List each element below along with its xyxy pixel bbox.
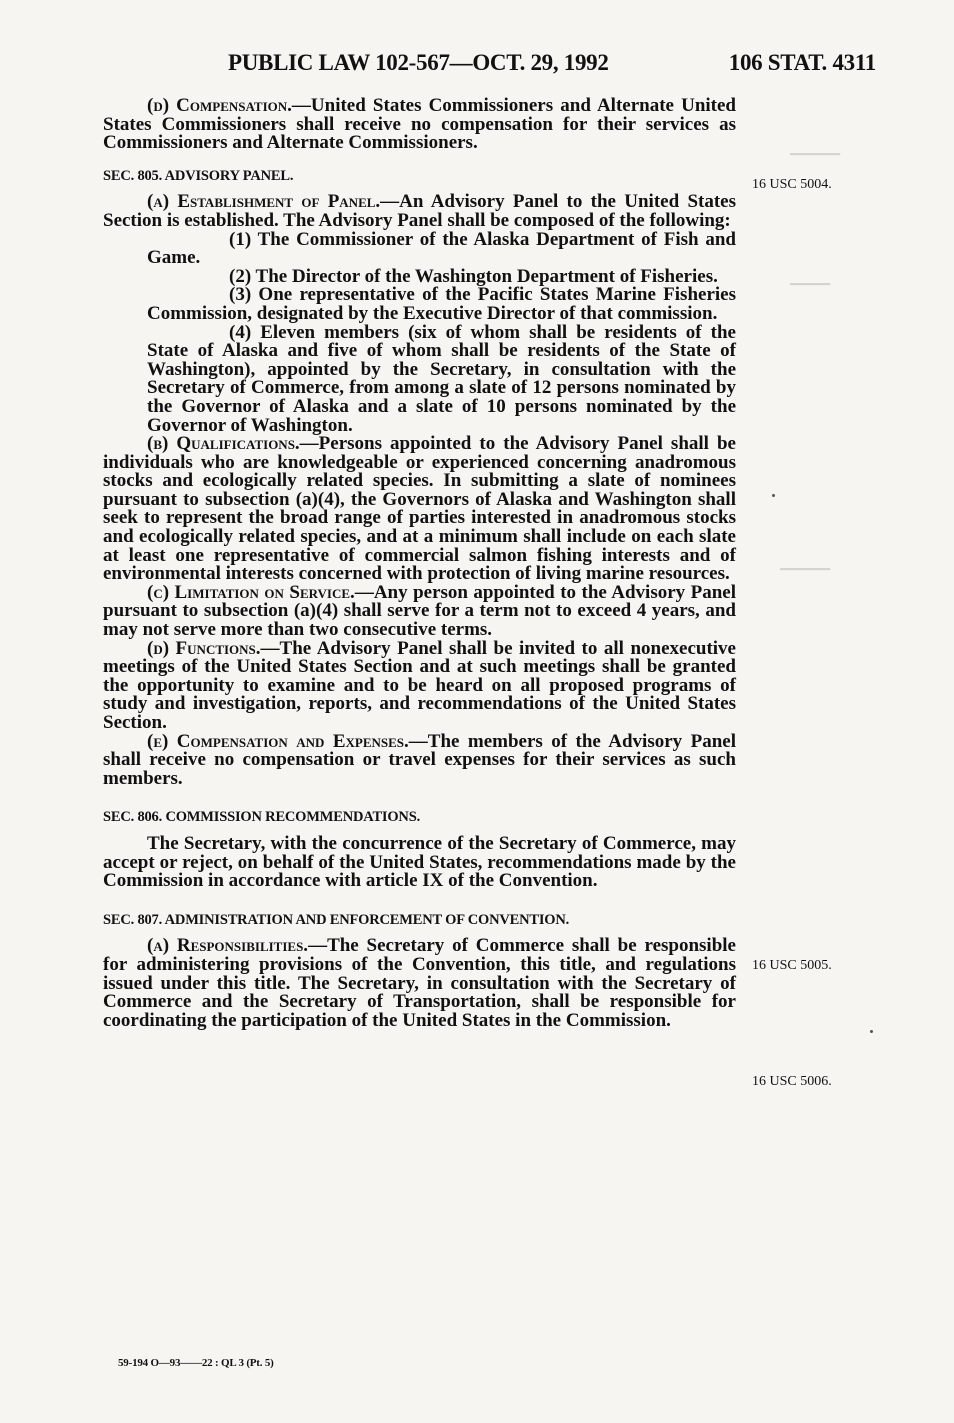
paragraph-text: —The Secretary of Commerce shall be responsible for administering provisions of the Convention, this title, and regulations issued under this title. The Secretary, in consultation with the Secretary of Commerce and the Secretary of Transportation, shall be responsible for coordinating the participation of the United States in the Commission. [103, 935, 736, 1031]
scan-speck [772, 494, 775, 497]
paragraph-text: —United States Commissioners and Alternate United States Commissioners shall receive no compensation for their services as Commissioners and Alternate Commissioners. [103, 95, 736, 154]
clause-805-a3: (3) One representative of the Pacific States Marine Fisheries Commission, designated by the Executive Director of that commission. [147, 284, 736, 324]
bleed-through-mark: ▁▁▁▁▁ [790, 140, 840, 155]
clause-805-a2: (2) The Director of the Washington Department of Fisheries. [229, 265, 718, 287]
section-807-heading: SEC. 807. ADMINISTRATION AND ENFORCEMENT OF CONVENTION. [103, 911, 570, 928]
bleed-through-mark: ▁▁▁▁ [790, 270, 830, 285]
scan-speck [870, 1030, 873, 1033]
paragraph-heading: (d) Compensation. [147, 95, 292, 116]
paragraph-heading: (a) Responsibilities. [147, 935, 309, 957]
section-806-heading: SEC. 806. COMMISSION RECOMMENDATIONS. [103, 809, 420, 826]
header-public-law: PUBLIC LAW 102-567—OCT. 29, 1992 [228, 50, 609, 75]
paragraph-text: —The Advisory Panel shall be invited to all nonexecutive meetings of the United States Section and at such meetings shall be granted the opportunity to examine and to be heard on all proposed programs of study and investigation, reports, and recommendations of the United States Section. [103, 637, 736, 733]
paragraph-heading: (d) Functions. [147, 637, 261, 659]
section-805-heading: SEC. 805. ADVISORY PANEL. [103, 167, 294, 184]
clause-805-a4: (4) Eleven members (six of whom shall be residents of the State of Alaska and five of whom shall be residents of the State of Washington), appointed by the Secretary, in consultation with the Secretary of Commerce, from among a slate of 12 persons nominated by the Governor of Alaska and a slate of 10 persons nominated by the Governor of Washington. [147, 321, 736, 436]
paragraph-heading: (c) Limitation on Service. [147, 581, 355, 603]
paragraph-text: —An Advisory Panel to the United States Section is established. The Advisory Panel shall be composed of the following: [103, 191, 736, 231]
paragraph-805-a [103, 193, 736, 230]
margin-note-usc-5005: 16 USC 5005. [752, 958, 832, 973]
paragraph-text: —Any person appointed to the Advisory Panel pursuant to subsection (a)(4) shall serve for a term not to exceed 4 years, and may not serve more than two consecutive terms. [103, 581, 737, 641]
paragraph-compensation [103, 97, 736, 153]
paragraph-heading: (b) Qualifications. [147, 433, 300, 455]
paragraph-heading: (a) Establishment of Panel. [147, 191, 381, 213]
paragraph-heading: (e) Compensation and Expenses. [147, 730, 409, 752]
bleed-through-mark: ▁▁▁▁▁ [780, 555, 830, 570]
paragraph-805-c [103, 581, 737, 641]
paragraph-805-d [103, 637, 736, 733]
header-stat-page: 106 STAT. 4311 [728, 50, 876, 75]
paragraph-805-e [103, 730, 736, 789]
paragraph-text: —Persons appointed to the Advisory Panel shall be individuals who are knowledgeable or experienced concerning anadromous stocks and ecologically related species. In submitting a slate of nominees pursuant to subsection (a)(4), the Governors of Alaska and Washington shall seek to represent the broad range of parties interested in anadromous stocks and ecologically related species, and at a minimum shall include on each slate at least one representative of commercial salmon fishing interests and of environmental interests concerned with protection of living marine resources. [103, 433, 736, 585]
clause-805-a1: (1) The Commissioner of the Alaska Department of Fish and Game. [147, 228, 736, 269]
print-job-footer: 59-194 O—93——22 : QL 3 (Pt. 5) [118, 1357, 274, 1369]
paragraph-807-a [103, 937, 736, 1030]
paragraph-text: —The members of the Advisory Panel shall receive no compensation or travel expenses for their services as such members. [103, 730, 736, 789]
paragraph-806: The Secretary, with the concurrence of the Secretary of Commerce, may accept or reject, on behalf of the United States, recommendations made by the Commission in accordance with article IX of the Convention. [103, 832, 736, 892]
document-body [103, 97, 736, 1030]
margin-note-usc-5006: 16 USC 5006. [752, 1074, 832, 1089]
paragraph-805-b [103, 435, 736, 584]
margin-note-usc-5004: 16 USC 5004. [752, 177, 832, 192]
